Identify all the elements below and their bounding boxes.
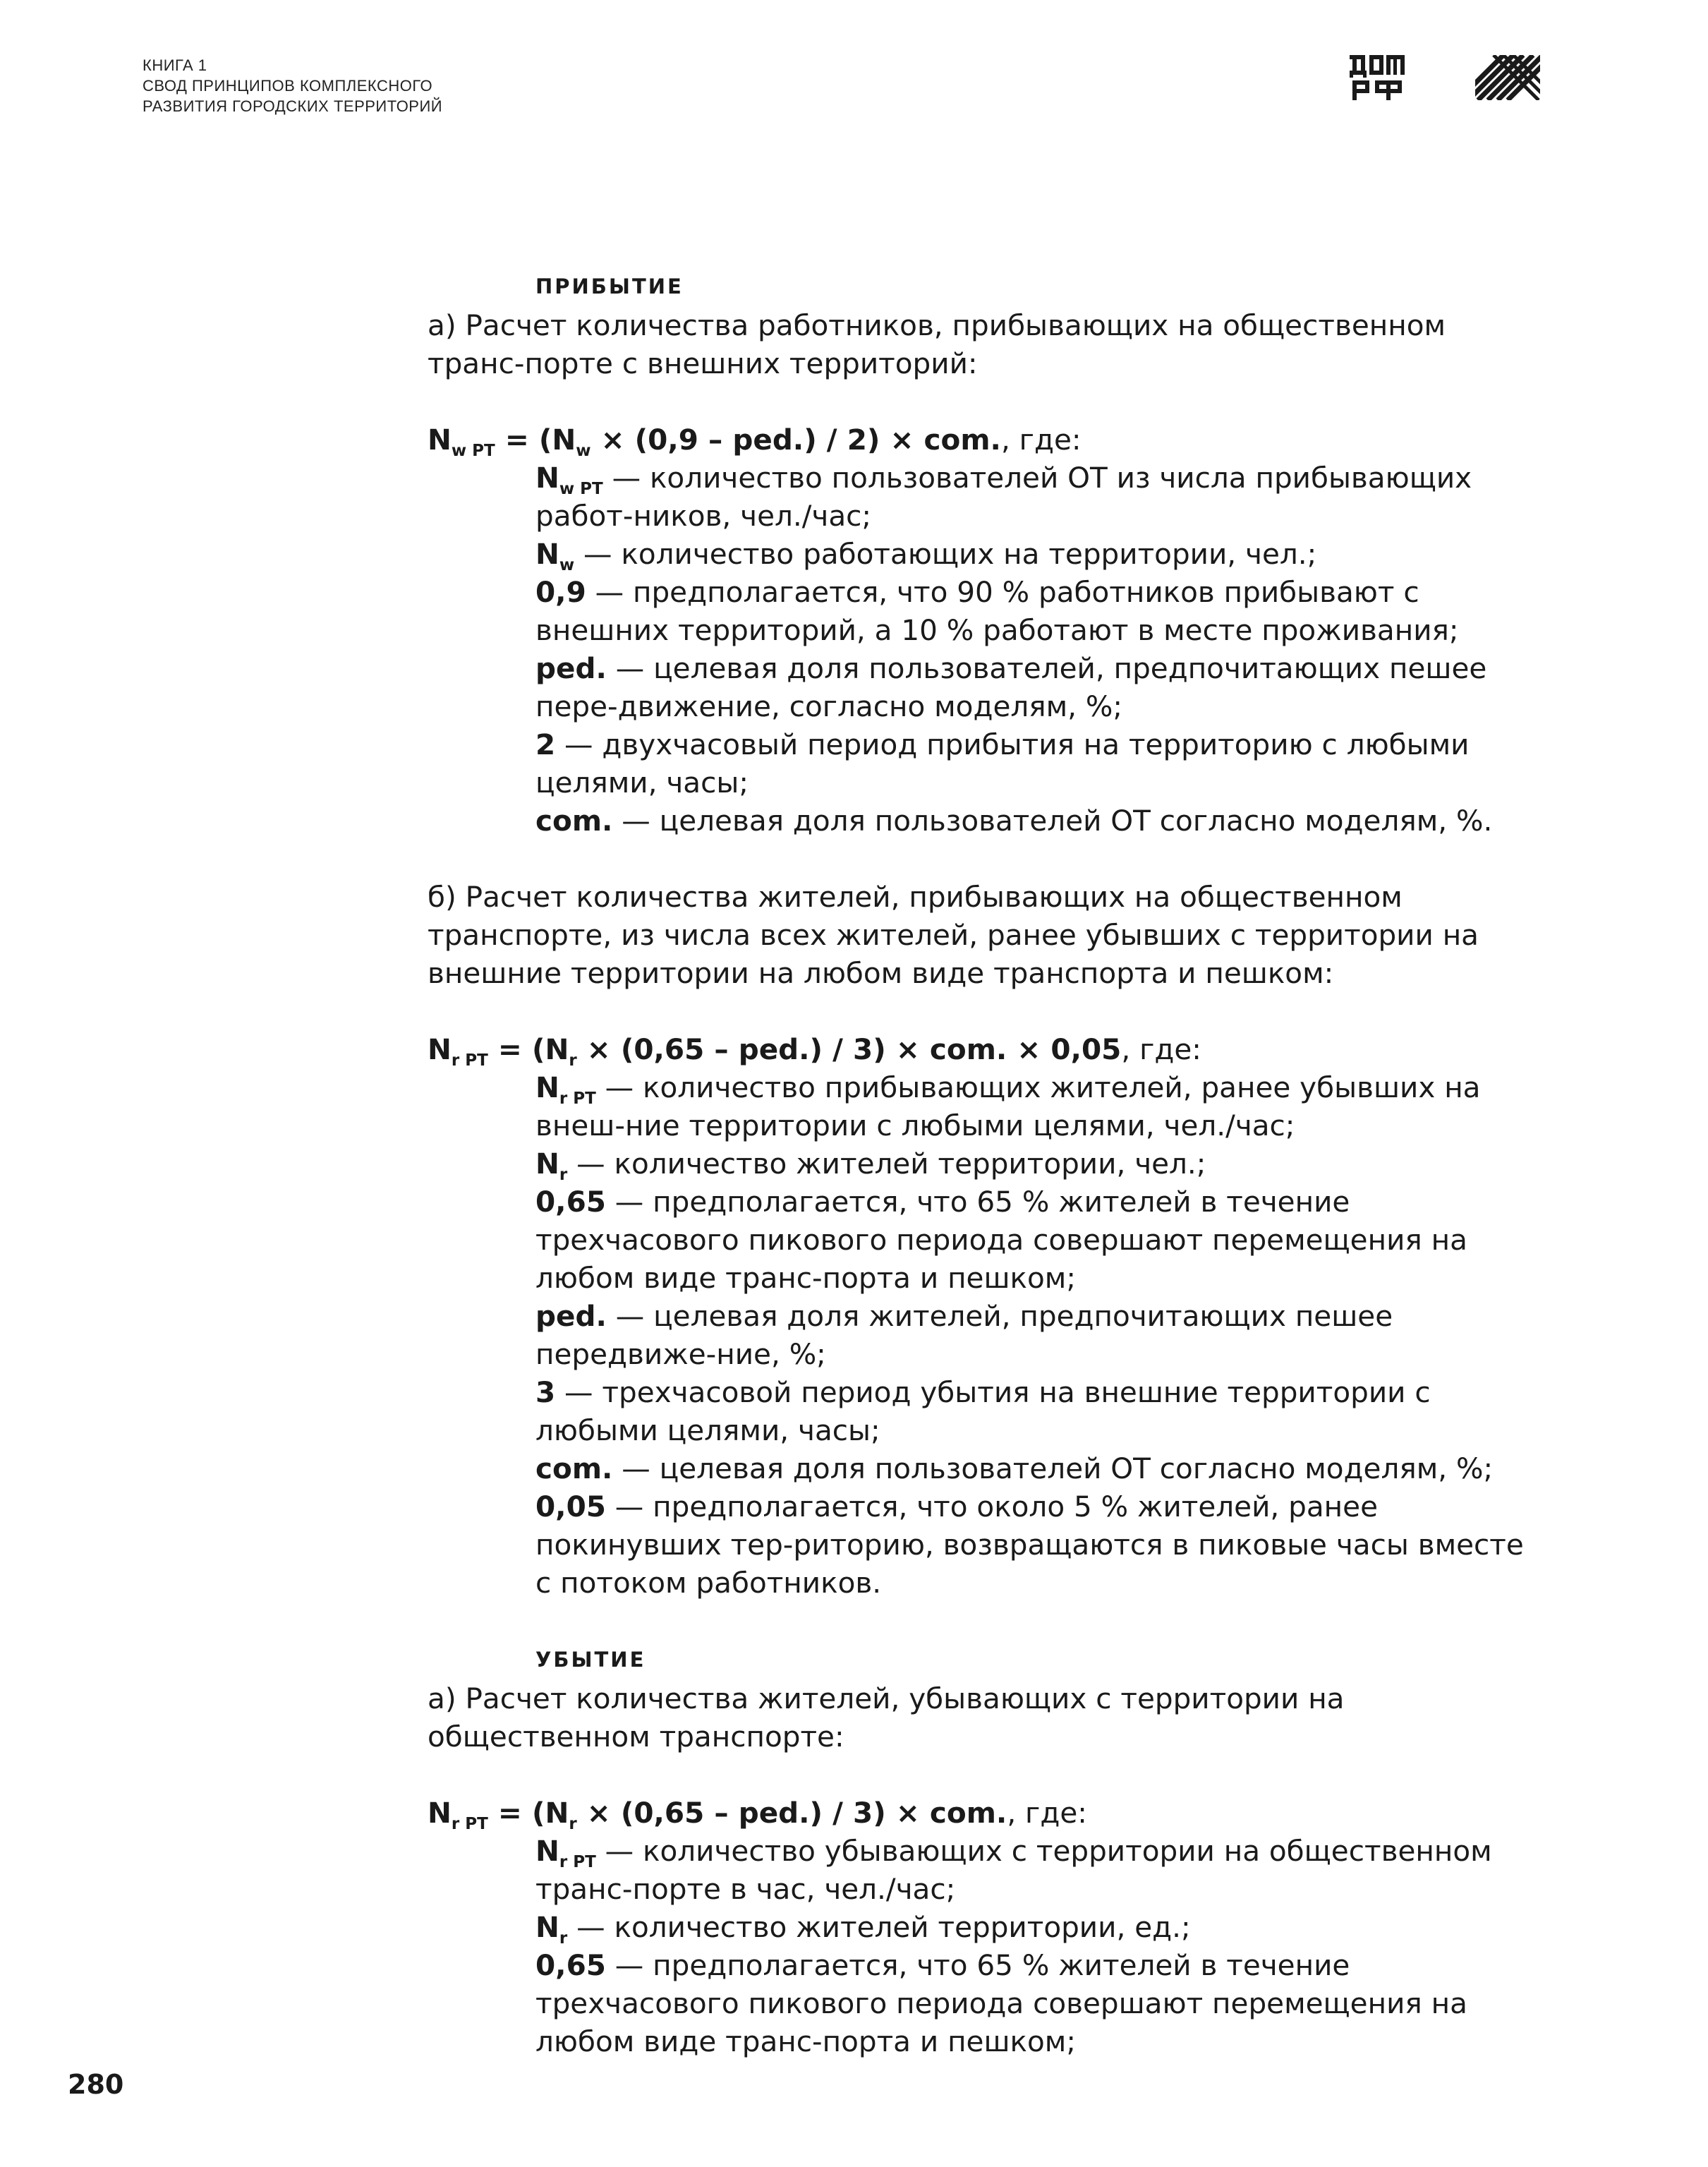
definition-item: com. — целевая доля пользователей ОТ согласно моделям, %. <box>535 804 1493 838</box>
dom-rf-logo-icon <box>1350 55 1405 100</box>
definition-item: $N_w$ — количество работающих на территории, чел.; <box>535 537 1317 574</box>
formula-residents-arrival: $N_{r PT} = (N_r \times (0,65 - ped.) / 3)$ × com. × 0,05, где: <box>428 1032 1201 1070</box>
definition-item: $N_{r PT}$ — количество прибывающих жителей, ранее убывших на внеш-ние территории с любыми целями, чел./час; <box>535 1070 1481 1142</box>
logos <box>1350 55 1540 103</box>
definitions-arrival-b <box>535 1068 1542 1602</box>
diagonal-pattern-logo-icon <box>1475 55 1540 100</box>
definition-item: 2 — двухчасовый период прибытия на территорию с любыми целями, часы; <box>535 728 1470 799</box>
main-content <box>428 267 1542 2060</box>
header-line-2: СВОД ПРИНЦИПОВ КОМПЛЕКСНОГО <box>143 77 433 95</box>
page-number: 280 <box>68 2069 124 2100</box>
section-title-arrival: ПРИБЫТИЕ <box>535 274 684 298</box>
formula-workers-arrival: $N_{w PT} = (N_w \times (0,9 - ped.) / 2)$ × com., где: <box>428 423 1082 460</box>
arrival-a-intro: а) Расчет количества работников, прибывающих на общественном транс-порте с внешних территорий: <box>428 308 1446 380</box>
definition-item: 0,9 — предполагается, что 90 % работников прибывают с внешних территорий, а 10 % работают в месте проживания; <box>535 575 1459 647</box>
departure-a-intro: а) Расчет количества жителей, убывающих с территории на общественном транспорте: <box>428 1682 1345 1753</box>
running-header <box>143 55 442 116</box>
definition-item: $N_{r PT}$ — количество убывающих с территории на общественном транс-порте в час, чел./час; <box>535 1834 1492 1906</box>
definition-item: ped. — целевая доля жителей, предпочитающих пешее передвиже-ние, %; <box>535 1299 1393 1371</box>
definition-item: $N_{w PT}$ — количество пользователей ОТ из числа прибывающих работ-ников, чел./час; <box>535 461 1472 533</box>
header-line-1: КНИГА 1 <box>143 56 207 74</box>
formula-residents-departure: $N_{r PT} = (N_r \times (0,65 - ped.) / 3)$ × com., где: <box>428 1796 1087 1833</box>
definitions-departure-a <box>535 1832 1542 2060</box>
definition-item: 0,65 — предполагается, что 65 % жителей в течение трехчасового пикового периода совершают перемещения на любом виде транс-порта и пешком; <box>535 1948 1467 2058</box>
definition-item: 0,05 — предполагается, что около 5 % жителей, ранее покинувших тер-риторию, возвращаются в пиковые часы вместе с потоком работников. <box>535 1490 1524 1600</box>
arrival-b-intro: б) Расчет количества жителей, прибывающих на общественном транспорте, из числа всех жителей, ранее убывших с территории на внешние территории на любом виде транспорта и пешком: <box>428 880 1479 990</box>
definition-item: $N_r$ — количество жителей территории, чел.; <box>535 1147 1206 1184</box>
section-title-departure: УБЫТИЕ <box>535 1648 646 1672</box>
definition-item: 3 — трехчасовой период убытия на внешние территории с любыми целями, часы; <box>535 1375 1431 1447</box>
definition-item: ped. — целевая доля пользователей, предпочитающих пешее пере-движение, согласно моделям, %; <box>535 651 1487 723</box>
header-line-3: РАЗВИТИЯ ГОРОДСКИХ ТЕРРИТОРИЙ <box>143 97 443 115</box>
definition-item: $N_r$ — количество жителей территории, ед.; <box>535 1910 1191 1948</box>
definition-item: com. — целевая доля пользователей ОТ согласно моделям, %; <box>535 1451 1494 1485</box>
definition-item: 0,65 — предполагается, что 65 % жителей в течение трехчасового пикового периода совершают перемещения на любом виде транс-порта и пешком; <box>535 1185 1467 1295</box>
definitions-arrival-a <box>535 459 1542 840</box>
